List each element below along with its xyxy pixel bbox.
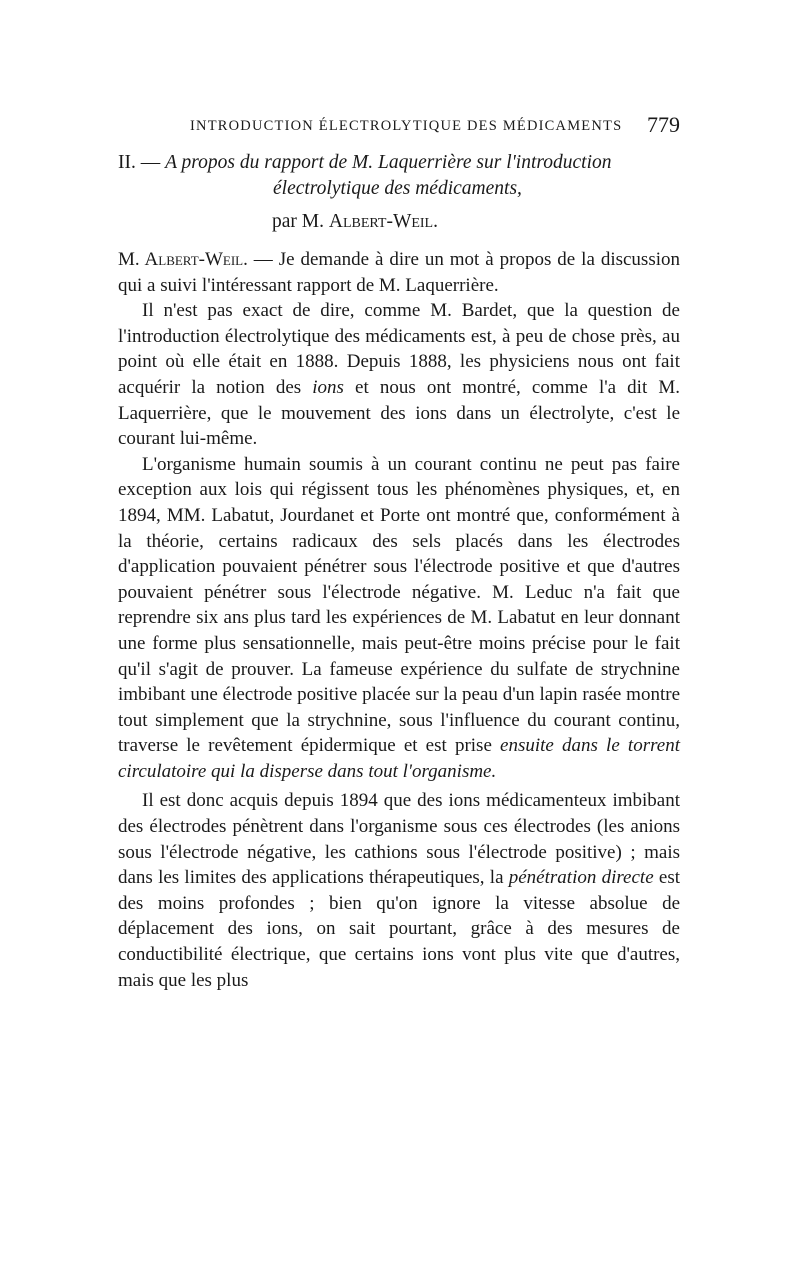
paragraph-2-text-end: et nous ont montré, comme l'a dit M. Laquerrière, que le mouvement des ions dans un électrolyte, c'est le courant lui-même. [118,376,680,450]
article-number: II. — [118,152,166,173]
article-title-line-2: électrolytique des médicaments, [273,178,522,199]
article-title-text-1: A propos du rapport de M. Laquerrière sur l'introduction [165,152,612,173]
paragraph-4-emphasis: pénétration directe [508,867,654,889]
paragraph-4-text-b: est des moins profondes ; bien qu'on ignore la vitesse absolue de déplacement des ions, on sait pourtant, grâce à des mesures de conductibilité électrique, que certains ions vont plus vite que d'autres, mais que les plus [118,867,680,991]
paragraph-4 [118,788,680,993]
paragraph-3-emphasis: ensuite dans le torrent circulatoire qui la disperse dans tout l'organisme. [118,735,680,782]
paragraph-3-text: L'organisme humain soumis à un courant continu ne peut pas faire exception aux lois qui régissent tous les phénomènes physiques, et, en 1894, MM. Labatut, Jourdanet et Porte ont montré que, conformément à la théorie, certains radicaux des sels placés dans les électrodes d'application pouvaient pénétrer sous l'électrode positive et que d'autres pouvaient pénétrer sous l'électrode négative. M. Leduc n'a fait que reprendre six ans plus tard les expériences de M. Labatut en leur donnant une forme plus sensationnelle, mais peut-être moins précise pour le fait qu'il s'agit de prouver. La fameuse expérience du sulfate de strychnine imbibant une électrode positive placée sur la peau d'un lapin rasée montre tout simplement que la strychnine, sous l'influence du courant continu, traverse le revêtement épidermique et est prise [118,453,680,757]
paragraph-1 [118,247,680,298]
byline [118,209,680,235]
running-head [118,112,680,144]
page-number: 779 [647,112,680,137]
book-page [118,112,680,993]
article-title-line-1 [118,150,680,176]
paragraph-4-text-a: Il est donc acquis depuis 1894 que des ions médicamenteux imbibant des électrodes pénètrent dans l'organisme sous ces électrodes (les anions sous l'électrode négative, les cathions sous l'électrode positive) ; mais dans les limites des applications thérapeutiques, la [118,790,680,889]
paragraph-1-text: — Je demande à dire un mot à propos de la discussion qui a suivi l'intéressant rapport de M. Laquerrière. [118,249,680,296]
running-head-title: INTRODUCTION ÉLECTROLYTIQUE DES MÉDICAMENTS [190,118,623,134]
paragraph-2 [118,298,680,452]
byline-prefix: par M. [272,211,329,232]
body-text [118,247,680,993]
paragraph-3 [118,452,680,785]
article-title [118,150,680,202]
paragraph-2-emphasis: ions [312,376,344,398]
paragraph-1-speaker: M. Albert-Weil. [118,249,248,270]
byline-author: Albert-Weil. [328,211,438,232]
paragraph-2-text: Il n'est pas exact de dire, comme M. Bardet, que la question de l'introduction électrolytique des médicaments est, à peu de chose près, au point où elle était en 1888. Depuis 1888, les physiciens nous ont fait acquérir la notion des [118,300,680,398]
